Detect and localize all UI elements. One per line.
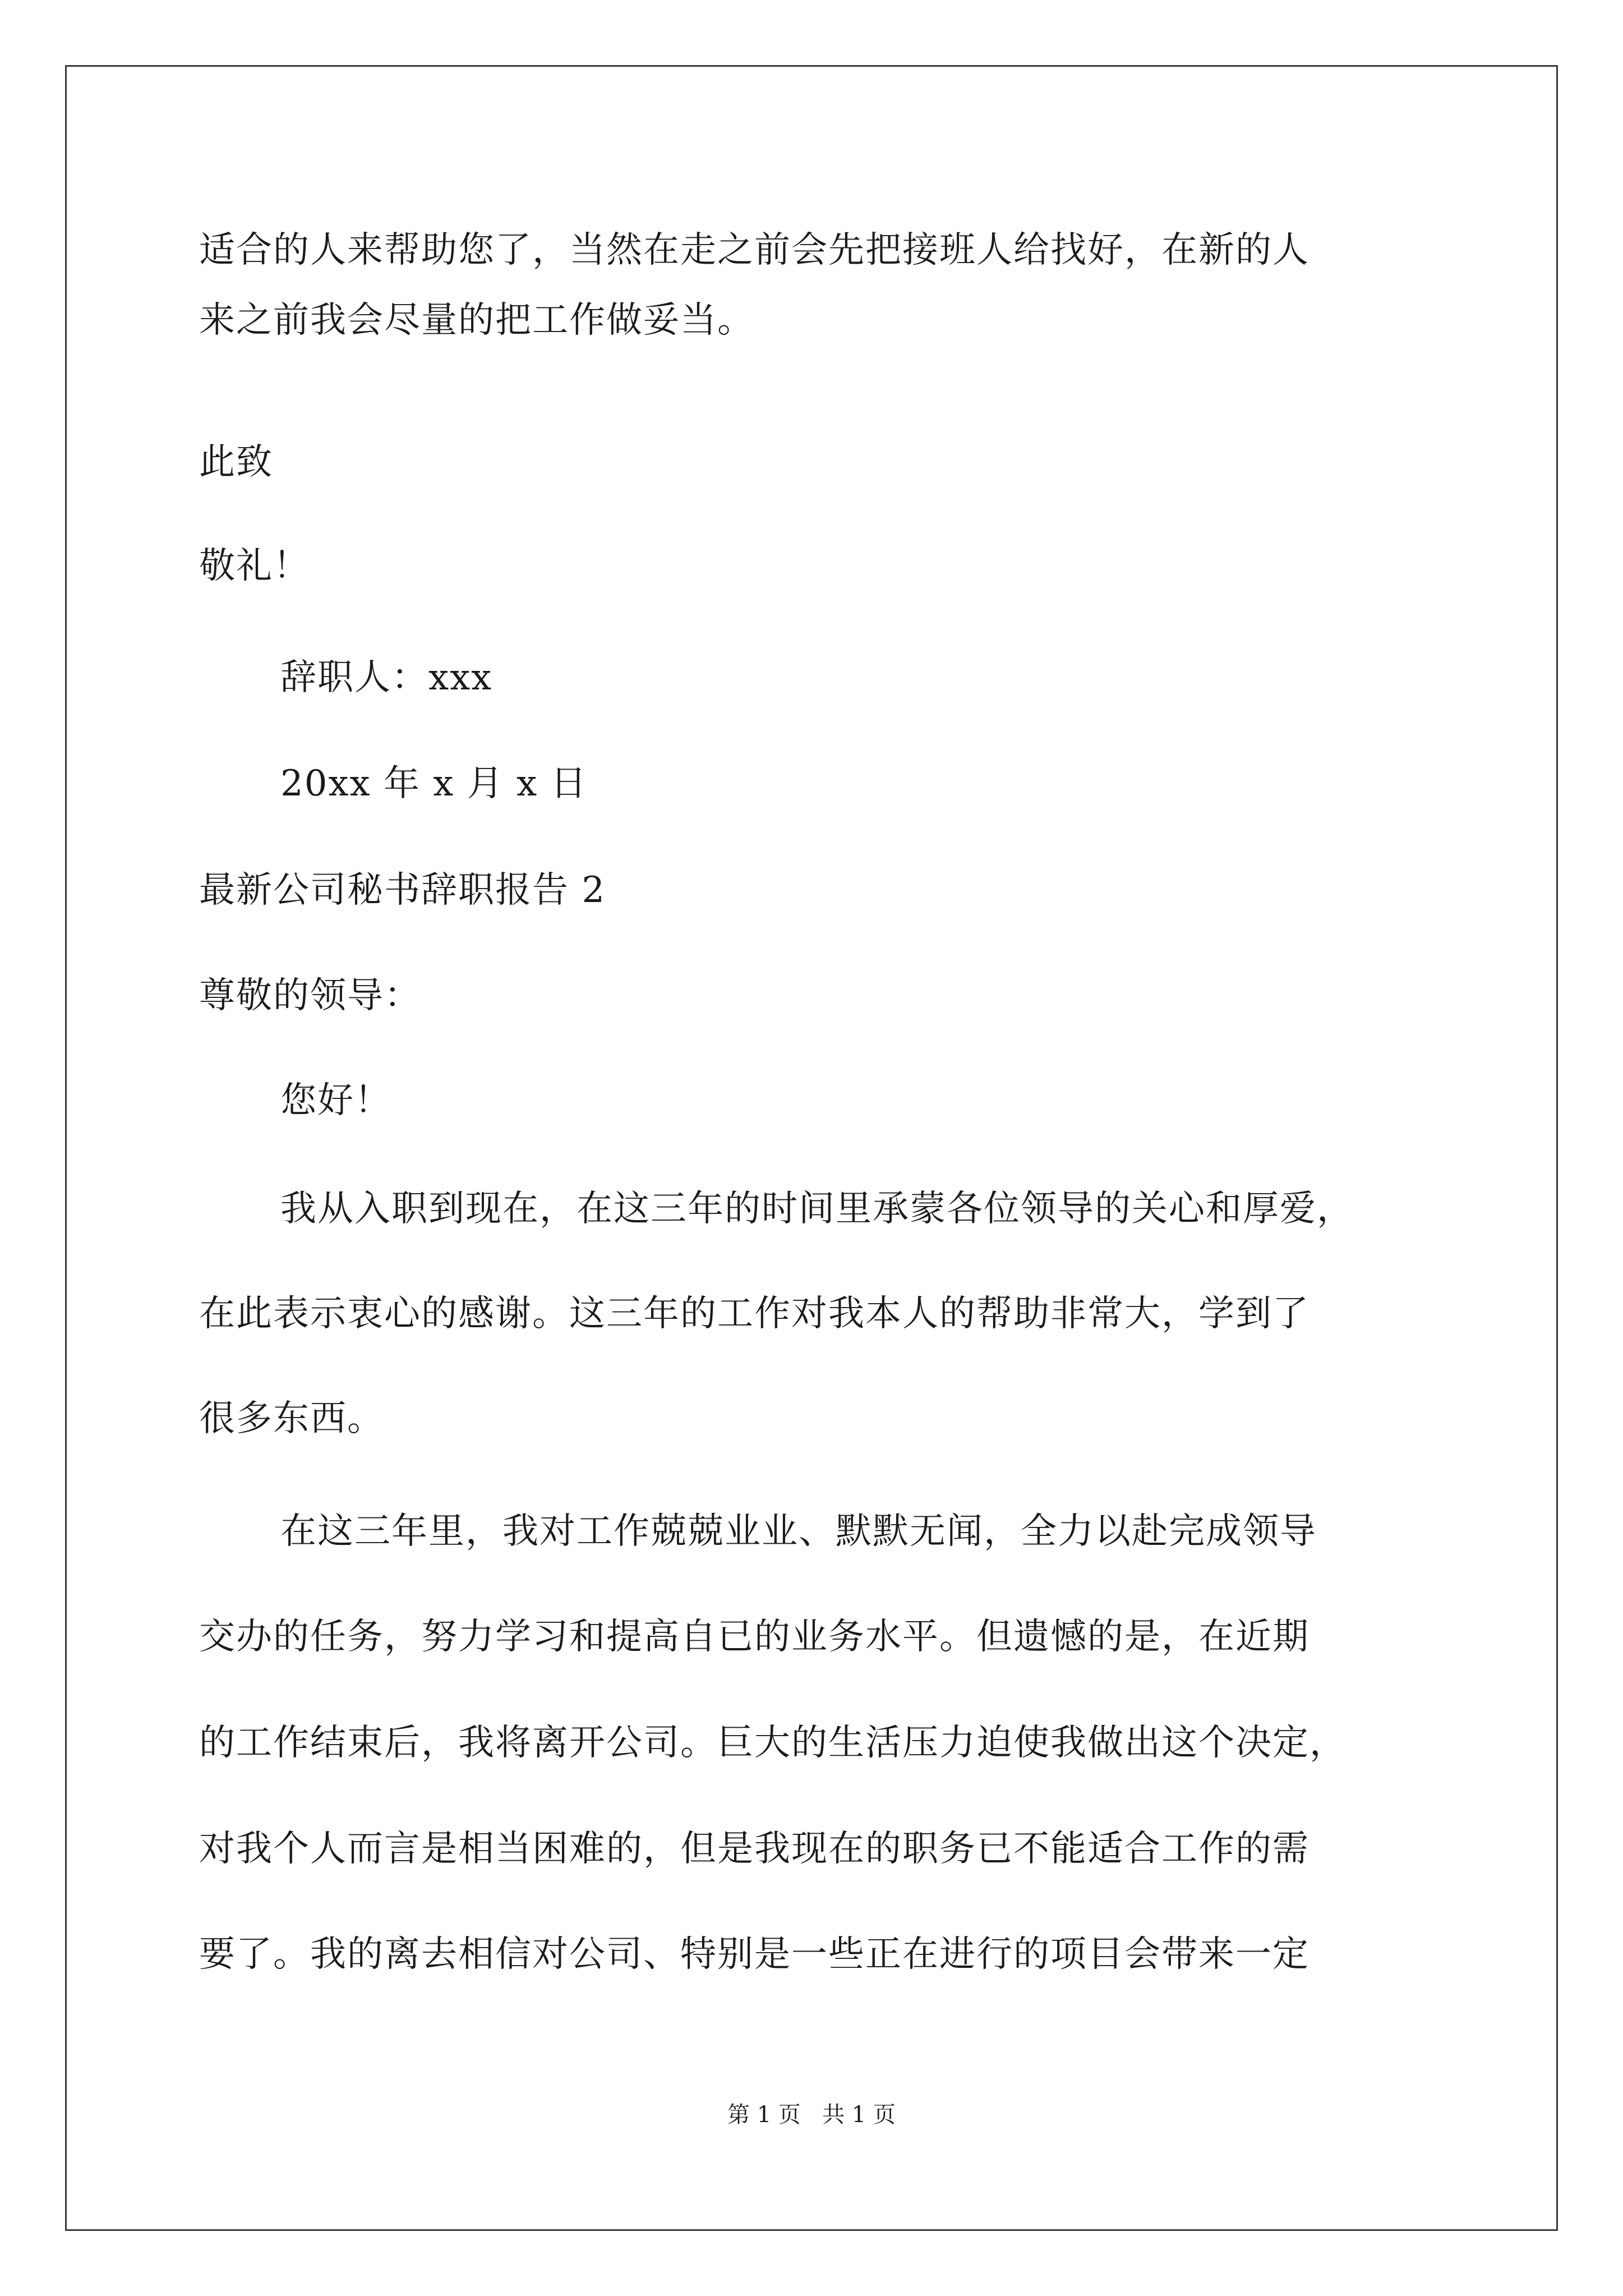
body-text-line: 来之前我会尽量的把工作做妥当。 bbox=[199, 300, 754, 341]
page-border bbox=[65, 65, 1558, 2231]
signature-name: 辞职人：xxx bbox=[280, 657, 493, 698]
signature-date: 20xx 年 x 月 x 日 bbox=[280, 763, 588, 804]
body-text-line: 在此表示衷心的感谢。这三年的工作对我本人的帮助非常大，学到了 bbox=[199, 1293, 1310, 1335]
section-heading: 最新公司秘书辞职报告 2 bbox=[199, 869, 606, 911]
page-footer: 第 1 页 共 1 页 bbox=[727, 2102, 896, 2128]
body-text-line: 我从入职到现在，在这三年的时间里承蒙各位领导的关心和厚爱， bbox=[280, 1188, 1354, 1230]
body-text-line: 的工作结束后，我将离开公司。巨大的生活压力迫使我做出这个决定， bbox=[199, 1722, 1347, 1764]
body-text-line: 交办的任务，努力学习和提高自已的业务水平。但遗憾的是，在近期 bbox=[199, 1616, 1310, 1658]
closing-regards: 敬礼！ bbox=[199, 545, 310, 587]
body-text-line: 要了。我的离去相信对公司、特别是一些正在进行的项目会带来一定 bbox=[199, 1934, 1310, 1975]
salutation: 尊敬的领导： bbox=[199, 975, 421, 1016]
body-text-line: 对我个人而言是相当困难的，但是我现在的职务已不能适合工作的需 bbox=[199, 1828, 1310, 1870]
closing-salutation: 此致 bbox=[199, 441, 273, 483]
greeting: 您好！ bbox=[280, 1080, 391, 1121]
body-text-line: 很多东西。 bbox=[199, 1398, 384, 1439]
body-text-line: 适合的人来帮助您了，当然在走之前会先把接班人给找好，在新的人 bbox=[199, 229, 1310, 271]
body-text-line: 在这三年里，我对工作兢兢业业、默默无闻，全力以赴完成领导 bbox=[280, 1511, 1317, 1552]
